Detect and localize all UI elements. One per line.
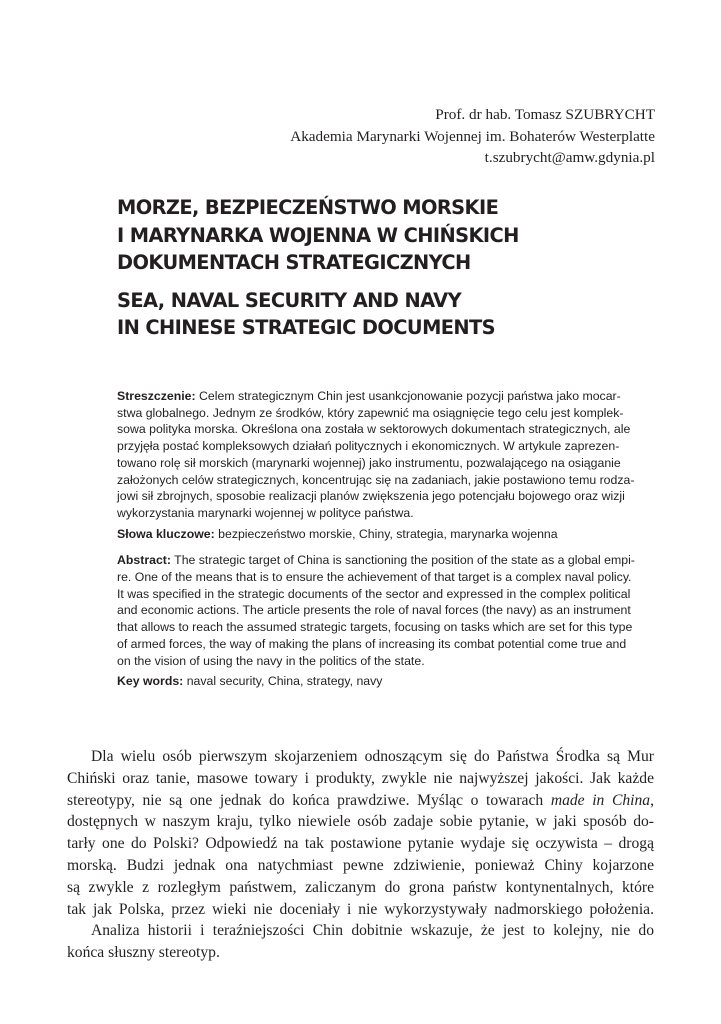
- abstract-line: założonych celów strategicznych, koncentrując się na zadaniach, jakie postawiono temu rodza-: [117, 472, 635, 487]
- title-line: MORZE, BEZPIECZEŃSTWO MORSKIE: [117, 196, 499, 219]
- abstract-line: przyjęła postać kompleksowych działań politycznych i ekonomicznych. W artykule zaprezen-: [117, 439, 620, 454]
- paragraph: [67, 746, 654, 920]
- abstract-line: that allows to reach the assumed strategic targets, focusing on tasks which are set for this type: [117, 620, 633, 635]
- italic-phrase: made in China: [550, 791, 651, 809]
- keywords-label: Słowa kluczowe:: [117, 526, 215, 541]
- abstract-line: on the vision of using the navy in the politics of the state.: [117, 653, 425, 668]
- paragraph: [67, 920, 654, 964]
- title-block: [117, 194, 519, 342]
- abstract-label: Streszczenie:: [117, 389, 196, 403]
- body-line: tak jak Polska, przez wieki nie doceniały i nie wykorzystywały nadmorskiego położenia.: [67, 900, 654, 918]
- abstract-label: Abstract:: [117, 553, 171, 568]
- author-affiliation: Akademia Marynarki Wojennej im. Bohaterów Westerplatte: [290, 127, 655, 145]
- title-english: [117, 287, 519, 342]
- keywords-list: bezpieczeństwo morskie, Chiny, strategia, marynarka wojenna: [214, 526, 558, 541]
- body-line: tarły one do Polski? Odpowiedź na tak postawione pytanie wydaje się oczywista – drogą: [67, 835, 654, 853]
- abstracts: [117, 388, 635, 690]
- abstract-polish: [117, 388, 635, 542]
- body-text: [67, 746, 654, 964]
- author-email: t.szubrycht@amw.gdynia.pl: [484, 149, 655, 166]
- abstract-line: towano rolę sił morskich (marynarki wojennej) jako instrumentu, pozwalającego na osiąganie: [117, 455, 621, 470]
- abstract-line: jowi sił zbrojnych, sposobie realizacji planów zwiększenia jego potencjału bojowego oraz wizji: [117, 489, 625, 504]
- body-line: Chiński oraz tanie, masowe towary i produkty, zwykle nie najwyższej jakości. Jak każde: [67, 769, 654, 787]
- body-line: morską. Budzi jednak ona natychmiast pewne zdziwienie, ponieważ Chiny kojarzone: [67, 856, 654, 874]
- abstract-line: Streszczenie: Celem strategicznym Chin jest usankcjonowanie pozycji państwa jako mocar-: [117, 389, 621, 403]
- abstract-line: and economic actions. The article presents the role of naval forces (the navy) as an instrument: [117, 603, 631, 618]
- abstract-line: It was specified in the strategic documents of the sector and expressed in the complex political: [117, 586, 631, 601]
- keywords-english: [117, 673, 605, 690]
- title-polish: [117, 194, 519, 277]
- abstract-line: stwa globalnego. Jednym ze środków, który zapewnić ma osiągnięcie tego celu jest komplek-: [117, 405, 624, 420]
- body-line: dostępnych w naszym kraju, tylko niewiele osób zadaje sobie pytanie, w jaki sposób do-: [67, 813, 654, 831]
- author-name: Prof. dr hab. Tomasz SZUBRYCHT: [435, 106, 655, 123]
- abstract-line: Abstract: The strategic target of China is sanctioning the position of the state as a global empi-: [117, 553, 635, 568]
- body-line: są zwykle z rozległym państwem, zaliczanym do grona państw kontynentalnych, które: [67, 878, 654, 896]
- title-line: I MARYNARKA WOJENNA W CHIŃSKICH: [117, 223, 519, 247]
- body-line: końca słuszny stereotyp.: [67, 944, 220, 962]
- body-line: Dla wielu osób pierwszym skojarzeniem odnoszącym się do Państwa Środka są Mur: [91, 748, 654, 765]
- keywords-polish: [117, 526, 605, 543]
- title-line: DOKUMENTACH STRATEGICZNYCH: [117, 251, 471, 274]
- title-line: SEA, NAVAL SECURITY AND NAVY: [117, 288, 462, 312]
- body-line: Analiza historii i teraźniejszości Chin dobitnie wskazuje, że jest to kolejny, nie do: [91, 922, 654, 940]
- body-line: stereotypy, nie są one jednak do końca prawdziwe. Myśląc o towarach made in China,: [67, 791, 654, 809]
- keywords-list: naval security, China, strategy, navy: [183, 674, 383, 689]
- title-line: IN CHINESE STRATEGIC DOCUMENTS: [117, 316, 496, 339]
- author-block: [290, 104, 655, 169]
- abstract-line: re. One of the means that is to ensure the achievement of that target is a complex naval policy.: [117, 570, 632, 585]
- abstract-line: sowa polityka morska. Określona ona została w sektorowych dokumentach strategicznych, ale: [117, 422, 631, 437]
- abstract-english: [117, 552, 635, 690]
- keywords-label: Key words:: [117, 674, 184, 689]
- abstract-line: of armed forces, the way of making the plans of increasing its combat potential come true and: [117, 636, 627, 651]
- abstract-line: wykorzystania marynarki wojennej w polityce państwa.: [117, 505, 414, 520]
